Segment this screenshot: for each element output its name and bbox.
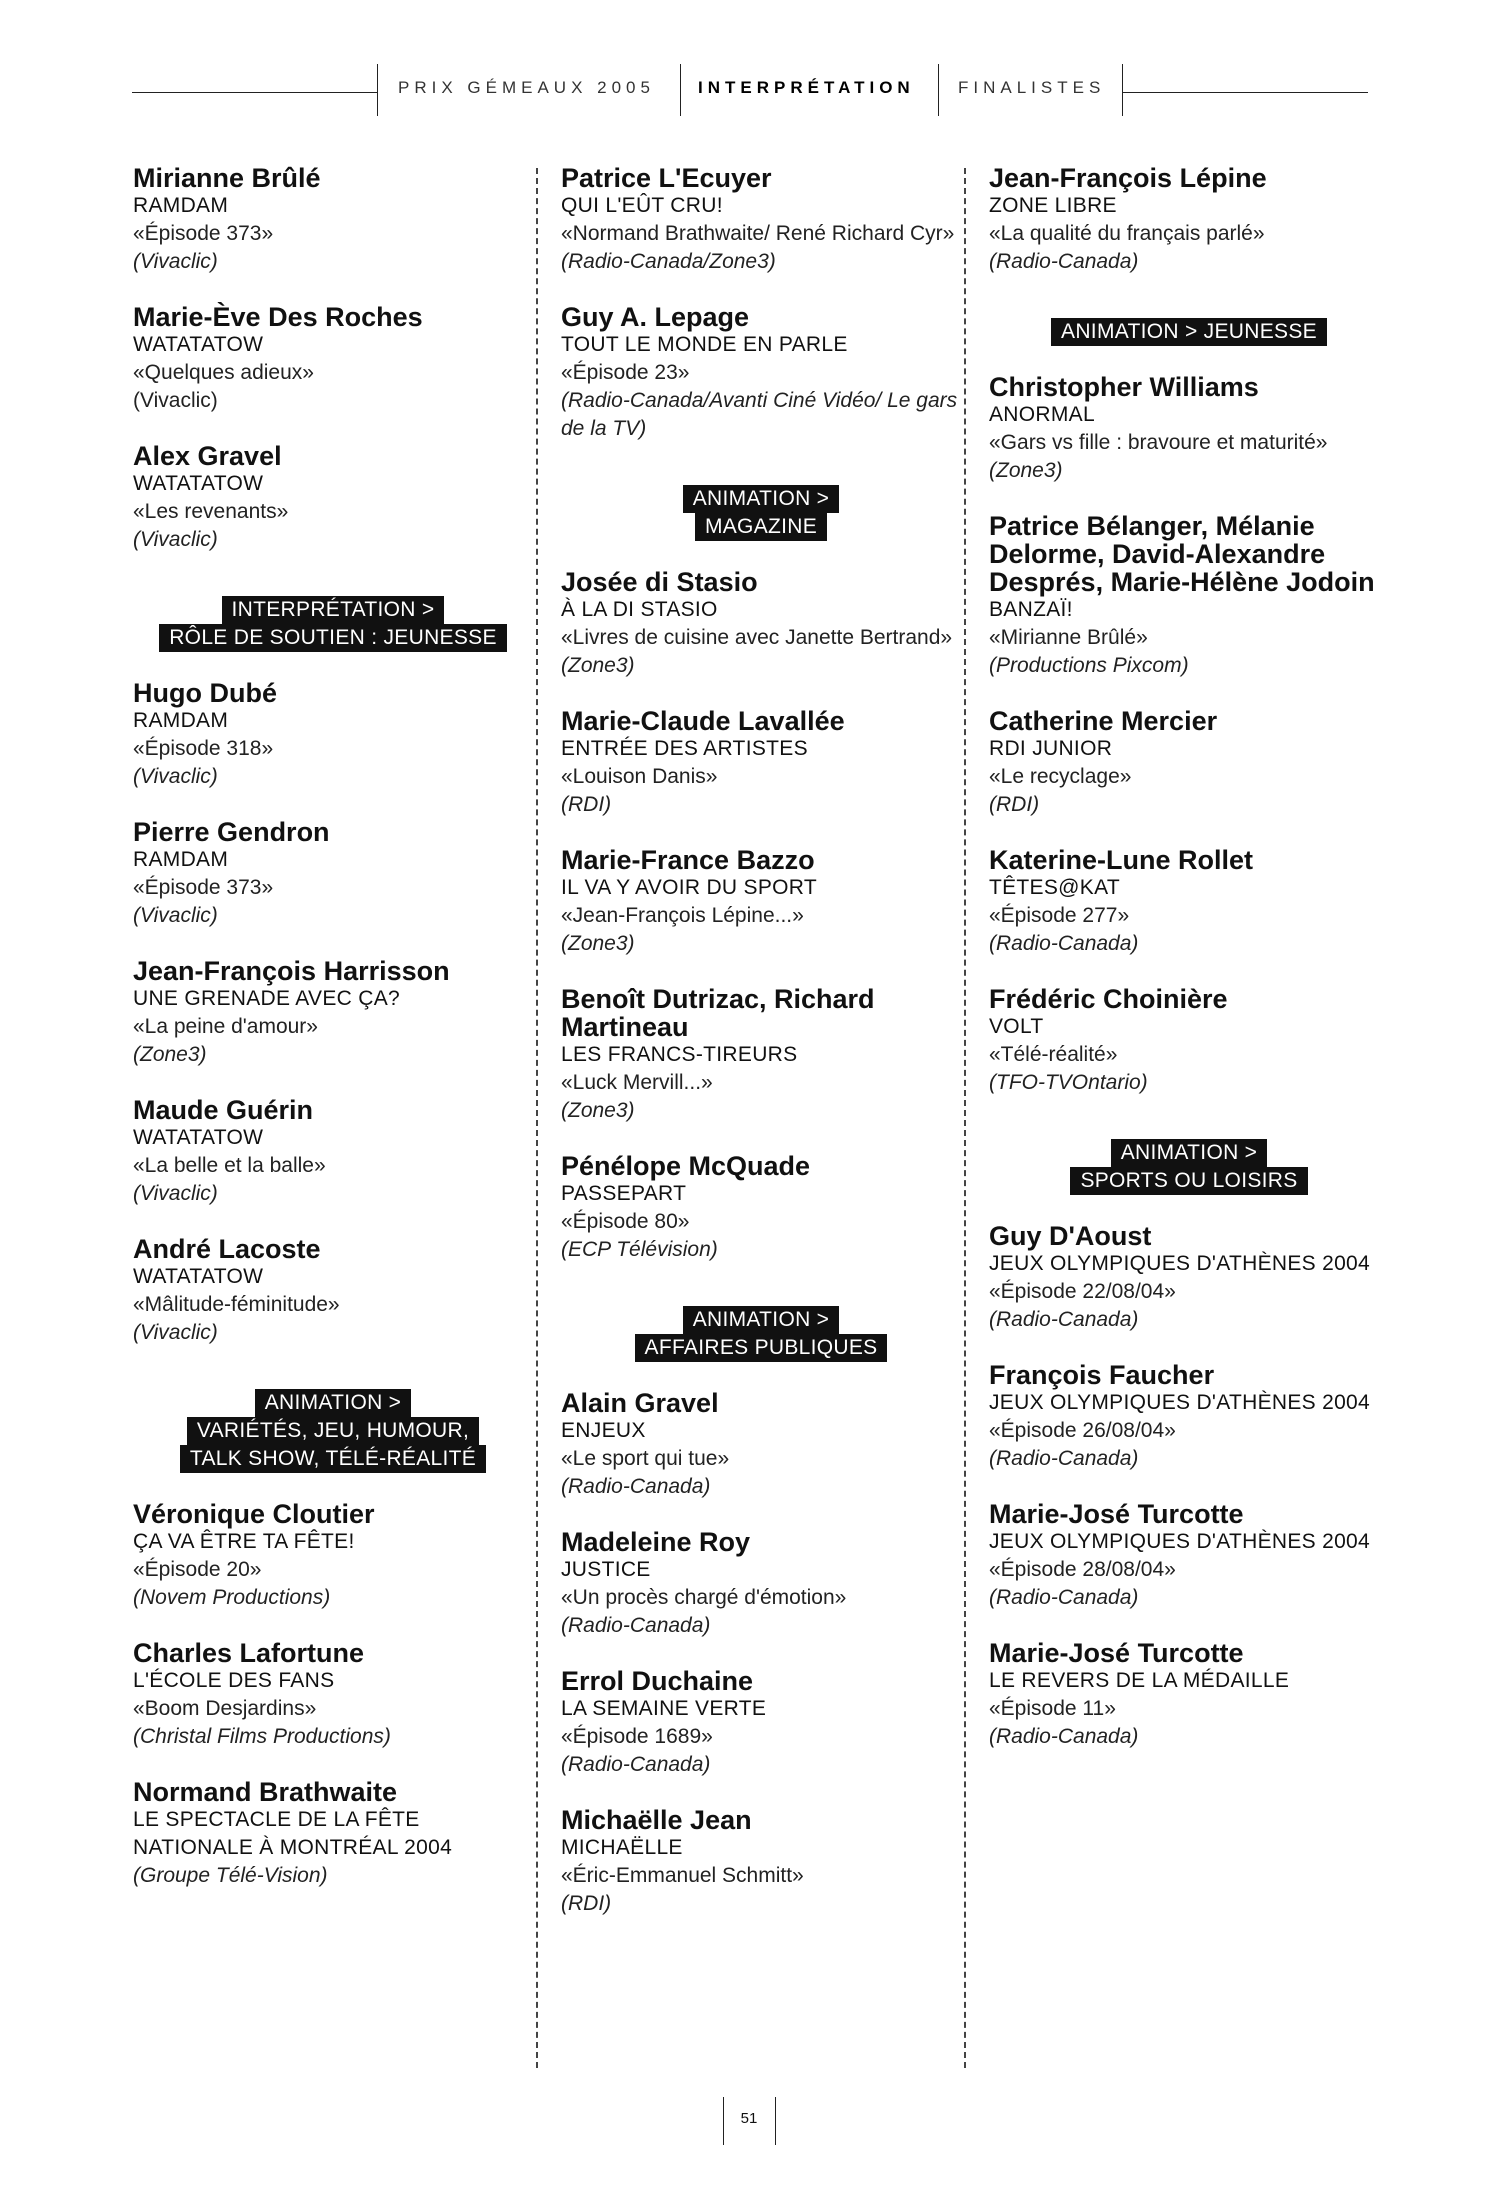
- episode-title: «Épisode 1689»: [561, 1725, 713, 1748]
- show-title: JEUX OLYMPIQUES D'ATHÈNES 2004: [989, 1391, 1371, 1414]
- episode-title: «Jean-François Lépine...»: [561, 904, 804, 927]
- nominee-entry: [561, 303, 961, 443]
- category-heading-row: [561, 485, 961, 513]
- episode-title: «Le recyclage»: [989, 765, 1132, 788]
- nominee-name: Benoît Dutrizac, Richard Martineau: [561, 984, 875, 1042]
- show-title: RDI JUNIOR: [989, 737, 1113, 760]
- column-separator: [536, 168, 538, 2068]
- show-title: IL VA Y AVOIR DU SPORT: [561, 876, 817, 899]
- nominee-name: Catherine Mercier: [989, 706, 1218, 736]
- column-separator: [964, 168, 966, 2068]
- nominee-name: Frédéric Choinière: [989, 984, 1228, 1014]
- nominee-name: Pierre Gendron: [133, 817, 330, 847]
- category-heading-line: SPORTS OU LOISIRS: [1070, 1167, 1307, 1195]
- category-heading-line: ANIMATION >: [683, 1306, 840, 1334]
- episode-title: «Le sport qui tue»: [561, 1447, 730, 1470]
- show-title: ENJEUX: [561, 1419, 646, 1442]
- nominee-entry: [133, 1096, 533, 1208]
- nominee-entry: [561, 1528, 961, 1640]
- episode-title: «Épisode 318»: [133, 737, 274, 760]
- nominee-entry: [989, 1500, 1389, 1612]
- category-heading-line: ANIMATION >: [255, 1389, 412, 1417]
- production-company: (Vivaclic): [133, 904, 218, 927]
- nominee-entry: [561, 846, 961, 958]
- category-heading-line: INTERPRÉTATION >: [222, 596, 445, 624]
- column-2: [561, 164, 961, 1945]
- category-heading-line: RÔLE DE SOUTIEN : JEUNESSE: [159, 624, 507, 652]
- episode-title: «Épisode 277»: [989, 904, 1130, 927]
- show-title: TÊTES@KAT: [989, 876, 1120, 899]
- episode-title: «Éric-Emmanuel Schmitt»: [561, 1864, 804, 1887]
- nominee-entry: [561, 1152, 961, 1264]
- show-title: PASSEPART: [561, 1182, 687, 1205]
- category-heading: [989, 1139, 1389, 1195]
- episode-title: «Quelques adieux»: [133, 361, 314, 384]
- category-heading: [989, 318, 1389, 346]
- production-company: (Novem Productions): [133, 1586, 331, 1609]
- nominee-entry: [133, 957, 533, 1069]
- nominee-entry: [989, 846, 1389, 958]
- production-company: (Christal Films Productions): [133, 1725, 391, 1748]
- category-heading-line: ANIMATION >: [683, 485, 840, 513]
- category-heading-row: [989, 1167, 1389, 1195]
- category-heading: [561, 485, 961, 541]
- nominee-name: Normand Brathwaite: [133, 1777, 398, 1807]
- category-heading-line: MAGAZINE: [695, 513, 827, 541]
- production-company: (Vivaclic): [133, 389, 218, 412]
- nominee-name: Christopher Williams: [989, 372, 1259, 402]
- show-title: JEUX OLYMPIQUES D'ATHÈNES 2004: [989, 1530, 1371, 1553]
- episode-title: «Épisode 23»: [561, 361, 690, 384]
- nominee-entry: [133, 1778, 533, 1890]
- nominee-name: Guy A. Lepage: [561, 302, 750, 332]
- episode-title: «Épisode 26/08/04»: [989, 1419, 1176, 1442]
- production-company: (Radio-Canada/Avanti Ciné Vidéo/ Le gars de la TV): [561, 389, 958, 440]
- show-title: WATATATOW: [133, 1126, 264, 1149]
- production-company: (Radio-Canada): [989, 1308, 1139, 1331]
- header-finalistes: FINALISTES: [958, 78, 1106, 97]
- nominee-name: Madeleine Roy: [561, 1527, 751, 1557]
- production-company: (Vivaclic): [133, 1321, 218, 1344]
- category-heading-line: AFFAIRES PUBLIQUES: [635, 1334, 888, 1362]
- category-heading: [133, 1389, 533, 1473]
- production-company: (Radio-Canada): [561, 1753, 711, 1776]
- header-divider: [377, 64, 378, 116]
- episode-title: «Épisode 373»: [133, 876, 274, 899]
- production-company: (Radio-Canada): [989, 250, 1139, 273]
- nominee-name: Marie-Claude Lavallée: [561, 706, 845, 736]
- nominee-entry: [561, 164, 961, 276]
- category-heading-row: [133, 596, 533, 624]
- episode-title: «Mirianne Brûlé»: [989, 626, 1148, 649]
- header-prix-gemeaux: PRIX GÉMEAUX 2005: [398, 78, 655, 97]
- category-heading-row: [989, 318, 1389, 346]
- nominee-name: Patrice Bélanger, Mélanie Delorme, David-Alexandre Després, Marie-Hélène Jodoin: [989, 511, 1375, 597]
- show-title: LA SEMAINE VERTE: [561, 1697, 767, 1720]
- nominee-name: André Lacoste: [133, 1234, 321, 1264]
- production-company: (Radio-Canada): [989, 1447, 1139, 1470]
- nominee-name: Katerine-Lune Rollet: [989, 845, 1254, 875]
- production-company: (Radio-Canada): [561, 1614, 711, 1637]
- production-company: (RDI): [561, 1892, 612, 1915]
- episode-title: «Normand Brathwaite/ René Richard Cyr»: [561, 222, 955, 245]
- show-title: QUI L'EÛT CRU!: [561, 194, 723, 217]
- production-company: (Zone3): [133, 1043, 207, 1066]
- nominee-entry: [989, 1361, 1389, 1473]
- nominee-name: François Faucher: [989, 1360, 1215, 1390]
- production-company: (Zone3): [561, 932, 635, 955]
- nominee-name: Marie-France Bazzo: [561, 845, 815, 875]
- nominee-entry: [561, 985, 961, 1125]
- episode-title: «Épisode 28/08/04»: [989, 1558, 1176, 1581]
- show-title: TOUT LE MONDE EN PARLE: [561, 333, 848, 356]
- show-title: LE REVERS DE LA MÉDAILLE: [989, 1669, 1290, 1692]
- show-title: ZONE LIBRE: [989, 194, 1117, 217]
- show-title: WATATATOW: [133, 1265, 264, 1288]
- nominee-name: Patrice L'Ecuyer: [561, 163, 772, 193]
- nominee-entry: [133, 164, 533, 276]
- episode-title: «Boom Desjardins»: [133, 1697, 317, 1720]
- nominee-name: Jean-François Harrisson: [133, 956, 450, 986]
- production-company: (Radio-Canada): [561, 1475, 711, 1498]
- nominee-entry: [561, 1806, 961, 1918]
- show-title: BANZAÏ!: [989, 598, 1073, 621]
- show-title: WATATATOW: [133, 333, 264, 356]
- episode-title: «La peine d'amour»: [133, 1015, 318, 1038]
- show-title: ANORMAL: [989, 403, 1095, 426]
- nominee-name: Alain Gravel: [561, 1388, 719, 1418]
- category-heading-line: TALK SHOW, TÉLÉ-RÉALITÉ: [180, 1445, 486, 1473]
- nominee-entry: [989, 1222, 1389, 1334]
- header-divider: [680, 64, 681, 116]
- category-heading-row: [561, 513, 961, 541]
- category-heading: [133, 596, 533, 652]
- nominee-entry: [133, 679, 533, 791]
- episode-title: «Épisode 11»: [989, 1697, 1116, 1720]
- nominee-name: Hugo Dubé: [133, 678, 277, 708]
- category-heading-row: [561, 1306, 961, 1334]
- show-title: RAMDAM: [133, 848, 229, 871]
- nominee-entry: [561, 568, 961, 680]
- column-3: [989, 164, 1389, 1778]
- nominee-name: Marie-José Turcotte: [989, 1499, 1244, 1529]
- episode-title: «Télé-réalité»: [989, 1043, 1118, 1066]
- header-rule-right: [1122, 92, 1368, 93]
- show-title: JEUX OLYMPIQUES D'ATHÈNES 2004: [989, 1252, 1371, 1275]
- nominee-entry: [989, 164, 1389, 276]
- nominee-entry: [989, 512, 1389, 680]
- nominee-name: Alex Gravel: [133, 441, 282, 471]
- episode-title: «Livres de cuisine avec Janette Bertrand»: [561, 626, 953, 649]
- production-company: (Zone3): [561, 654, 635, 677]
- header-divider: [938, 64, 939, 116]
- show-title: MICHAËLLE: [561, 1836, 683, 1859]
- production-company: (Radio-Canada): [989, 1725, 1139, 1748]
- production-company: (Zone3): [561, 1099, 635, 1122]
- nominee-name: Jean-François Lépine: [989, 163, 1267, 193]
- production-company: (Radio-Canada): [989, 932, 1139, 955]
- nominee-entry: [133, 818, 533, 930]
- production-company: (ECP Télévision): [561, 1238, 718, 1261]
- production-company: (Vivaclic): [133, 250, 218, 273]
- production-company: (Productions Pixcom): [989, 654, 1189, 677]
- production-company: (Vivaclic): [133, 1182, 218, 1205]
- nominee-name: Guy D'Aoust: [989, 1221, 1152, 1251]
- nominee-entry: [133, 1500, 533, 1612]
- episode-title: «La belle et la balle»: [133, 1154, 326, 1177]
- show-title: WATATATOW: [133, 472, 264, 495]
- nominee-entry: [561, 1667, 961, 1779]
- show-title: ENTRÉE DES ARTISTES: [561, 737, 808, 760]
- show-title: À LA DI STASIO: [561, 598, 718, 621]
- nominee-name: Errol Duchaine: [561, 1666, 754, 1696]
- episode-title: «Épisode 22/08/04»: [989, 1280, 1176, 1303]
- nominee-entry: [561, 707, 961, 819]
- header-divider: [1122, 64, 1123, 116]
- header-rule-left: [132, 92, 377, 93]
- nominee-entry: [133, 303, 533, 415]
- production-company: (RDI): [561, 793, 612, 816]
- show-title: L'ÉCOLE DES FANS: [133, 1669, 335, 1692]
- show-title: LES FRANCS-TIREURS: [561, 1043, 798, 1066]
- category-heading-line: ANIMATION >: [1111, 1139, 1268, 1167]
- show-title: LE SPECTACLE DE LA FÊTE NATIONALE À MONTRÉAL 2004: [133, 1808, 453, 1859]
- production-company: (Groupe Télé-Vision): [133, 1864, 328, 1887]
- category-heading-row: [133, 1445, 533, 1473]
- nominee-name: Michaëlle Jean: [561, 1805, 752, 1835]
- nominee-entry: [989, 1639, 1389, 1751]
- episode-title: «La qualité du français parlé»: [989, 222, 1265, 245]
- episode-title: «Luck Mervill...»: [561, 1071, 713, 1094]
- category-heading-line: ANIMATION > JEUNESSE: [1051, 318, 1327, 346]
- nominee-name: Marie-José Turcotte: [989, 1638, 1244, 1668]
- nominee-entry: [989, 707, 1389, 819]
- nominee-name: Maude Guérin: [133, 1095, 314, 1125]
- production-company: (Radio-Canada): [989, 1586, 1139, 1609]
- show-title: RAMDAM: [133, 194, 229, 217]
- production-company: (RDI): [989, 793, 1040, 816]
- episode-title: «Louison Danis»: [561, 765, 718, 788]
- category-heading-row: [133, 624, 533, 652]
- nominee-entry: [561, 1389, 961, 1501]
- episode-title: «Épisode 80»: [561, 1210, 690, 1233]
- category-heading-row: [133, 1389, 533, 1417]
- nominee-name: Véronique Cloutier: [133, 1499, 375, 1529]
- nominee-name: Pénélope McQuade: [561, 1151, 811, 1181]
- production-company: (Zone3): [989, 459, 1063, 482]
- episode-title: «Épisode 20»: [133, 1558, 262, 1581]
- episode-title: «Un procès chargé d'émotion»: [561, 1586, 847, 1609]
- nominee-name: Charles Lafortune: [133, 1638, 365, 1668]
- production-company: (Vivaclic): [133, 765, 218, 788]
- nominee-entry: [133, 1235, 533, 1347]
- show-title: UNE GRENADE AVEC ÇA?: [133, 987, 401, 1010]
- nominee-entry: [989, 373, 1389, 485]
- category-heading-row: [133, 1417, 533, 1445]
- category-heading: [561, 1306, 961, 1362]
- show-title: JUSTICE: [561, 1558, 651, 1581]
- nominee-entry: [133, 1639, 533, 1751]
- episode-title: «Épisode 373»: [133, 222, 274, 245]
- header-section-title: INTERPRÉTATION: [698, 78, 915, 97]
- nominee-name: Mirianne Brûlé: [133, 163, 321, 193]
- episode-title: «Les revenants»: [133, 500, 289, 523]
- column-1: [133, 164, 533, 1917]
- category-heading-line: VARIÉTÉS, JEU, HUMOUR,: [187, 1417, 479, 1445]
- nominee-name: Josée di Stasio: [561, 567, 758, 597]
- nominee-entry: [989, 985, 1389, 1097]
- show-title: RAMDAM: [133, 709, 229, 732]
- show-title: ÇA VA ÊTRE TA FÊTE!: [133, 1530, 355, 1553]
- nominee-entry: [133, 442, 533, 554]
- episode-title: «Mâlitude-féminitude»: [133, 1293, 340, 1316]
- episode-title: «Gars vs fille : bravoure et maturité»: [989, 431, 1328, 454]
- production-company: (Radio-Canada/Zone3): [561, 250, 776, 273]
- production-company: (Vivaclic): [133, 528, 218, 551]
- page-number: 51: [740, 2110, 758, 2127]
- category-heading-row: [989, 1139, 1389, 1167]
- show-title: VOLT: [989, 1015, 1044, 1038]
- page-number-rule-right: [775, 2097, 776, 2145]
- category-heading-row: [561, 1334, 961, 1362]
- nominee-name: Marie-Ève Des Roches: [133, 302, 423, 332]
- production-company: (TFO-TVOntario): [989, 1071, 1148, 1094]
